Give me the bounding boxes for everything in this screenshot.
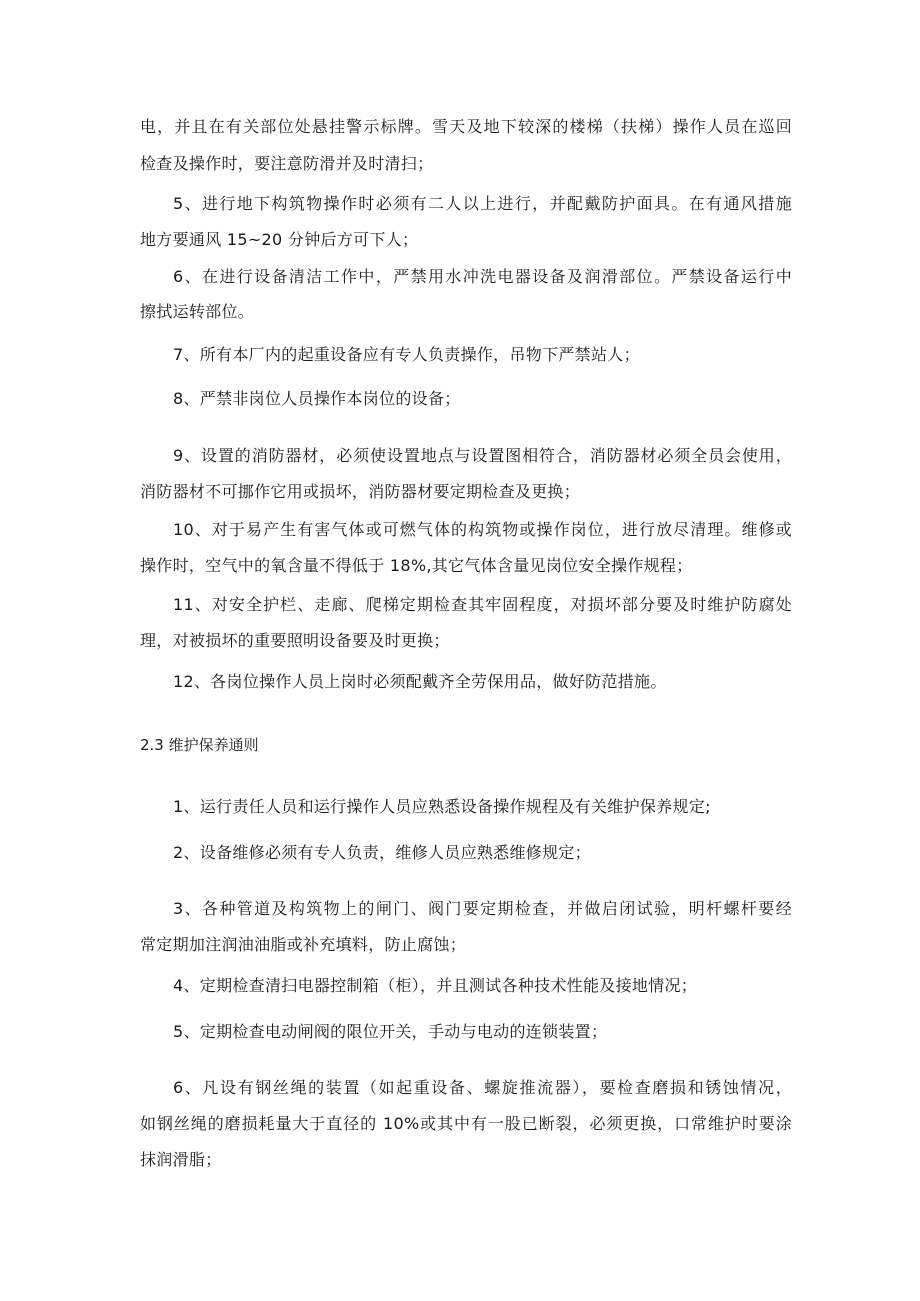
paragraph-11-line-1: 11、对安全护栏、走廊、爬梯定期检查其牢固程度，对损坏部分要及时维护防腐处 xyxy=(173,595,792,614)
maintenance-item-1: 1、运行责任人员和运行操作人员应熟悉设备操作规程及有关维护保养规定; xyxy=(173,797,711,816)
paragraph-4-line-2: 检查及操作时，要注意防滑并及时清扫； xyxy=(140,154,434,173)
paragraph-11-line-2: 理，对被损坏的重要照明设备要及时更换； xyxy=(140,631,450,650)
maintenance-item-3-line-1: 3、各种管道及构筑物上的闸门、阀门要定期检查，并做启闭试验，明杆螺杆要经 xyxy=(173,899,792,918)
paragraph-6-line-1: 6、在进行设备清洁工作中，严禁用水冲洗电器设备及润滑部位。严禁设备运行中 xyxy=(173,267,792,286)
maintenance-item-5: 5、定期检查电动闸阀的限位开关，手动与电动的连锁装置； xyxy=(173,1022,608,1041)
paragraph-7: 7、所有本厂内的起重设备应有专人负责操作，吊物下严禁站人； xyxy=(173,345,640,364)
paragraph-5-line-1: 5、进行地下构筑物操作时必须有二人以上进行，并配戴防护面具。在有通风措施 xyxy=(173,194,792,213)
maintenance-item-3-line-2: 常定期加注润油油脂或补充填料，防止腐蚀； xyxy=(140,935,467,954)
maintenance-item-6-line-3: 抹润滑脂； xyxy=(140,1150,222,1169)
paragraph-6-line-2: 擦拭运转部位。 xyxy=(140,302,255,321)
paragraph-4-line-1: 电，并且在有关部位处悬挂警示标牌。雪天及地下较深的楼梯（扶梯）操作人员在巡回 xyxy=(140,117,792,136)
maintenance-item-6-line-1: 6、凡设有钢丝绳的装置（如起重设备、螺旋推流器），要检查磨损和锈蚀情况， xyxy=(173,1078,792,1097)
paragraph-9-line-2: 消防器材不可挪作它用或损坏，消防器材要定期检查及更换； xyxy=(140,482,581,501)
paragraph-5-line-2: 地方要通风 15~20 分钟后方可下人； xyxy=(140,230,419,249)
paragraph-10-line-2: 操作时，空气中的氧含量不得低于 18%,其它气体含量见岗位安全操作规程； xyxy=(140,556,693,575)
section-heading: 2.3 维护保养通则 xyxy=(140,736,259,754)
maintenance-item-6-line-2: 如钢丝绳的磨损耗量大于直径的 10%或其中有一股已断裂，必须更换，口常维护时要涂 xyxy=(140,1114,792,1133)
paragraph-12: 12、各岗位操作人员上岗时必须配戴齐全劳保用品，做好防范措施。 xyxy=(173,672,667,691)
maintenance-item-4: 4、定期检查清扫电器控制箱（柜），并且测试各种技术性能及接地情况； xyxy=(173,976,698,995)
paragraph-8: 8、严禁非岗位人员操作本岗位的设备； xyxy=(173,389,461,408)
maintenance-item-2: 2、设备维修必须有专人负责，维修人员应熟悉维修规定； xyxy=(173,843,591,862)
paragraph-10-line-1: 10、对于易产生有害气体或可燃气体的构筑物或操作岗位，进行放尽清理。维修或 xyxy=(173,520,792,539)
paragraph-9-line-1: 9、设置的消防器材，必须使设置地点与设置图相符合，消防器材必须全员会使用， xyxy=(173,446,792,465)
